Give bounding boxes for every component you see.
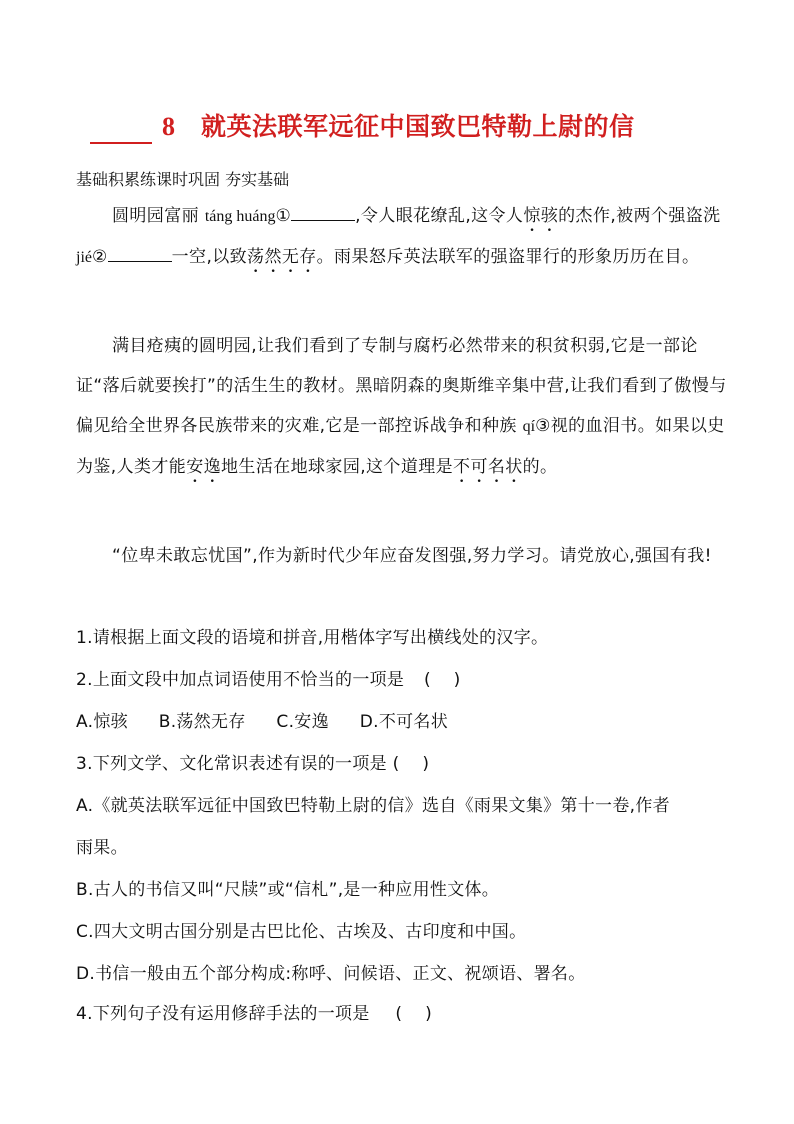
p2-text-3: 地生活在地球家园,这个道理是 [221, 457, 454, 477]
answer-bracket-3[interactable]: ( ) [392, 754, 430, 774]
answer-bracket-4[interactable]: ( ) [395, 1004, 433, 1024]
option-3c: C.四大文明古国分别是古巴比伦、古埃及、古印度和中国。 [76, 922, 527, 942]
dotted-word-dangranwucun: 荡然无存 [247, 247, 317, 267]
question-4-text: 4.下列句子没有运用修辞手法的一项是 [76, 1004, 370, 1024]
p1-text-4: 一空,以致 [171, 247, 248, 267]
dotted-word-jinghai: 惊骇 [523, 206, 559, 226]
p1-text-2: ,令人眼花缭乱,这令人 [355, 206, 524, 226]
p2-text-1: 满目疮痍的圆明园,让我们看到了专制与腐朽必然带来的积贫积弱,它是一部论证“落后就要挨打”的活生生的教材。黑暗阴森的奥斯维辛集中营,让我们看到了傲慢与偏见给全世界各民族带来的灾难,它是一部控诉战争和种族 [76, 336, 727, 436]
p1-text-3: 的杰作,被两个强盗洗 [558, 206, 721, 226]
question-4 [76, 1000, 432, 1028]
p2-text-2: 视的血泪书。如果以史为鉴,人类才能 [76, 416, 725, 477]
section-heading: 基础积累练课时巩固 夯实基础 [76, 170, 290, 189]
p1-text-5: 。雨果怒斥英法联军的强盗罪行的形象历历在目。 [316, 247, 700, 267]
pinyin-tanghuang: táng huáng [204, 208, 276, 225]
question-2-options: A.惊骇 B.荡然无存 C.安逸 D.不可名状 [76, 712, 449, 732]
passage-paragraph-1 [76, 196, 728, 278]
option-3a: A.《就英法联军远征中国致巴特勒上尉的信》选自《雨果文集》第十一卷,作者 [76, 796, 670, 816]
blank-marker-1: ① [275, 206, 292, 226]
p2-text-4: 的。 [522, 457, 558, 477]
dotted-word-bukemingzhuang: 不可名状 [453, 457, 523, 477]
blank-marker-3: ③ [535, 416, 551, 436]
pinyin-jie: jié [76, 249, 92, 266]
lesson-title-text: 就英法联军远征中国致巴特勒上尉的信 [201, 112, 635, 141]
fill-blank-1[interactable] [291, 206, 355, 221]
question-3 [76, 750, 429, 778]
fill-blank-2[interactable] [108, 247, 172, 262]
option-3a-continued: 雨果。 [76, 838, 128, 858]
p1-text-1: 圆明园富丽 [112, 206, 205, 226]
lesson-number: 8 [162, 112, 175, 141]
title-blank-line [90, 116, 152, 144]
passage-paragraph-3: “位卑未敢忘忧国”,作为新时代少年应奋发图强,努力学习。请党放心,强国有我! [112, 546, 712, 566]
option-3b: B.古人的书信又叫“尺牍”或“信札”,是一种应用性文体。 [76, 880, 500, 900]
dotted-word-anyi: 安逸 [186, 457, 222, 477]
pinyin-qi: qí [522, 418, 536, 435]
question-2-text: 2.上面文段中加点词语使用不恰当的一项是 [76, 670, 405, 690]
lesson-title [90, 110, 635, 144]
passage-paragraph-2 [76, 326, 728, 487]
answer-bracket-2[interactable]: ( ) [423, 670, 461, 690]
question-1: 1.请根据上面文段的语境和拼音,用楷体字写出横线处的汉字。 [76, 628, 549, 648]
blank-marker-2: ② [92, 247, 108, 267]
question-2 [76, 666, 461, 694]
question-3-text: 3.下列文学、文化常识表述有误的一项是 [76, 754, 387, 774]
option-3d: D.书信一般由五个部分构成:称呼、问候语、正文、祝颂语、署名。 [76, 964, 586, 984]
